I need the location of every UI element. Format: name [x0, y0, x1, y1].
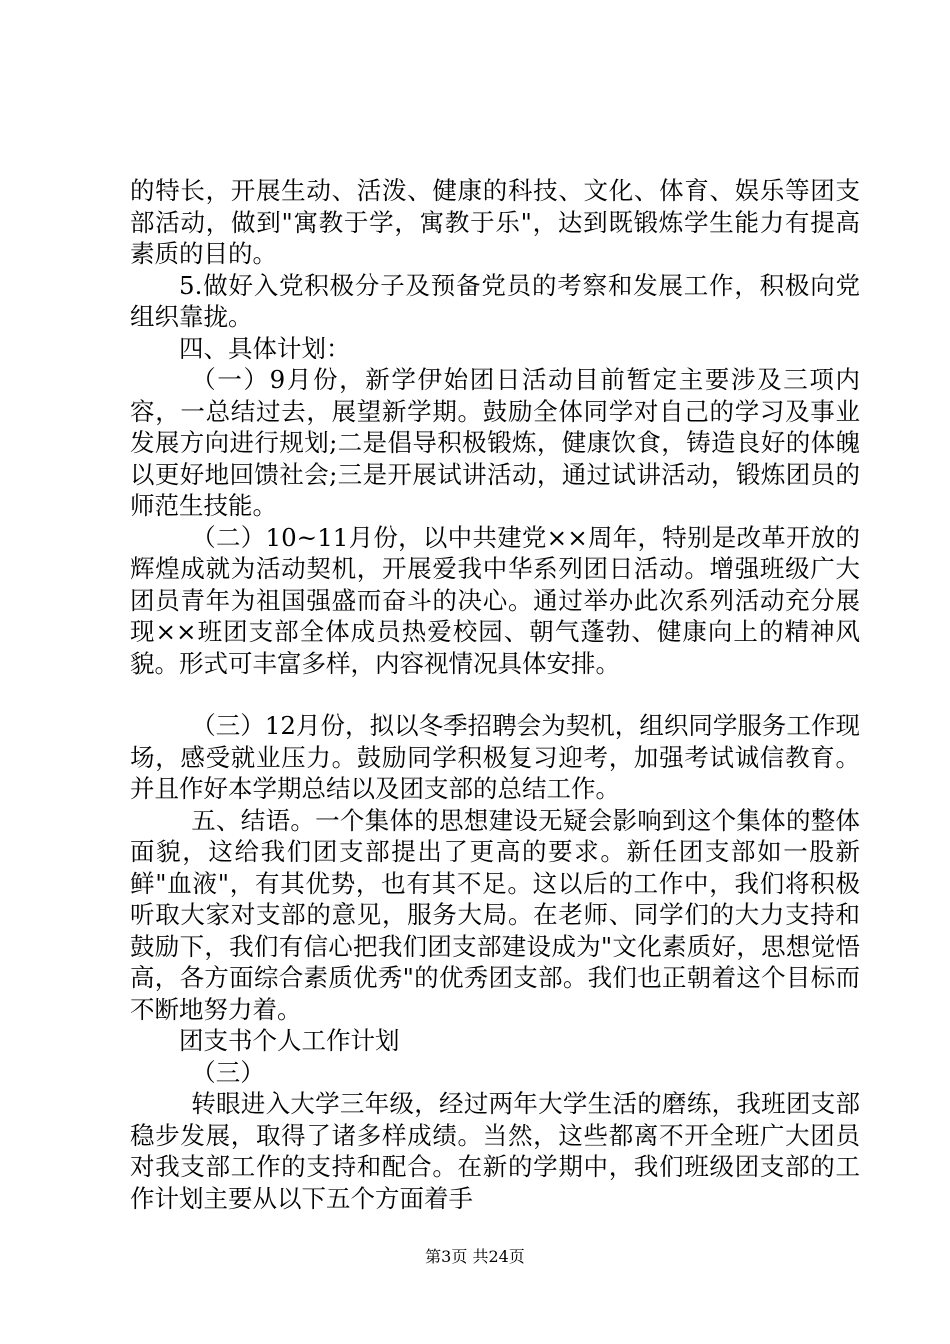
paragraph-plan-1: （一）9月份，新学伊始团日活动目前暂定主要涉及三项内容，一总结过去，展望新学期。鼓励全体同学对自己的学习及事业发展方向进行规划;二是倡导积极锻炼，健康饮食，铸造良好的体魄以更好地回馈社会;三是开展试讲活动，通过试讲活动，锻炼团员的师范生技能。 [130, 365, 860, 520]
page-number-footer: 第3页 共24页 [425, 1247, 525, 1266]
paragraph-plan-3: （三）12月份，拟以冬季招聘会为契机，组织同学服务工作现场，感受就业压力。鼓励同学积极复习迎考，加强考试诚信教育。并且作好本学期总结以及团支部的总结工作。 [130, 711, 860, 803]
paragraph-continuation: 的特长，开展生动、活泼、健康的科技、文化、体育、娱乐等团支部活动，做到"寓教于学，寓教于乐"，达到既锻炼学生能力有提高素质的目的。 [130, 176, 860, 268]
paragraph-plan-2: （二）10~11月份，以中共建党××周年，特别是改革开放的辉煌成就为活动契机，开展爱我中华系列团日活动。增强班级广大团员青年为祖国强盛而奋斗的决心。通过举办此次系列活动充分展现××班团支部全体成员热爱校园、朝气蓬勃、健康向上的精神风貌。形式可丰富多样，内容视情况具体安排。 [130, 522, 860, 678]
document-body [130, 175, 860, 1214]
paragraph-intro: 转眼进入大学三年级，经过两年大学生活的磨练，我班团支部稳步发展，取得了诸多样成绩。当然，这些都离不开全班广大团员对我支部工作的支持和配合。在新的学期中，我们班级团支部的工作计划主要从以下五个方面着手 [130, 1089, 860, 1213]
section-heading-plan: 四、具体计划： [179, 333, 351, 363]
paragraph-item-5: 5.做好入党积极分子及预备党员的考察和发展工作，积极向党组织靠拢。 [130, 270, 860, 331]
document-subtitle: 团支书个人工作计划 [179, 1026, 400, 1055]
paragraph-conclusion: 五、结语。一个集体的思想建设无疑会影响到这个集体的整体面貌，这给我们团支部提出了更高的要求。新任团支部如一股新鲜"血液"，有其优势，也有其不足。这以后的工作中，我们将积极听取大家对支部的意见，服务大局。在老师、同学们的大力支持和鼓励下，我们有信心把我们团支部建设成为"文化素质好，思想觉悟高，各方面综合素质优秀"的优秀团支部。我们也正朝着这个目标而不断地努力着。 [130, 805, 860, 1024]
subtitle-number: （三） [191, 1057, 265, 1087]
